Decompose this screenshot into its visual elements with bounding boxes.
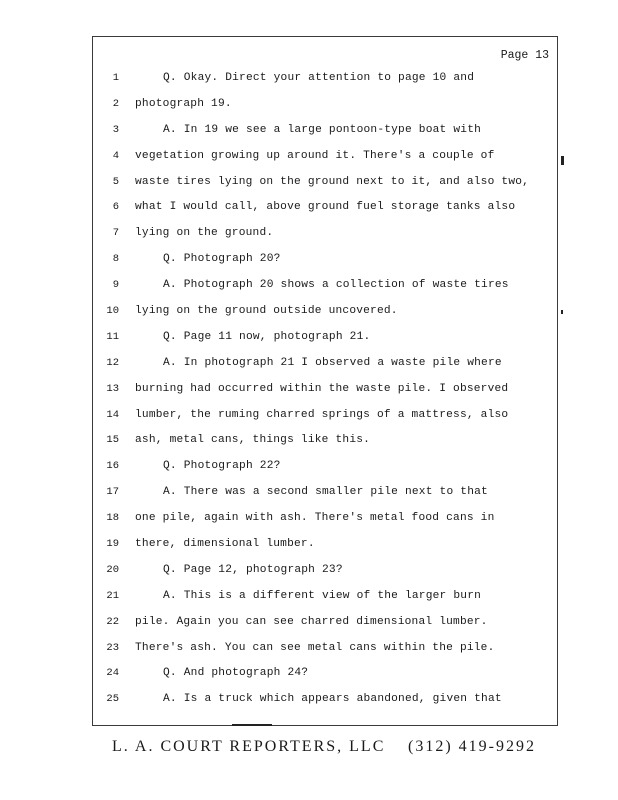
line-number: 1 bbox=[112, 72, 119, 84]
transcript-line bbox=[93, 299, 557, 325]
line-text: Q. Photograph 20? bbox=[163, 253, 281, 266]
line-number: 7 bbox=[112, 227, 119, 240]
line-number: 5 bbox=[112, 175, 119, 188]
line-text: vegetation growing up around it. There's a couple of bbox=[135, 149, 495, 162]
transcript-line bbox=[93, 428, 557, 454]
line-text: lying on the ground outside uncovered. bbox=[135, 305, 398, 318]
line-text: ash, metal cans, things like this. bbox=[135, 434, 371, 447]
line-number: 23 bbox=[106, 641, 119, 654]
transcript-line bbox=[93, 92, 557, 118]
line-text: There's ash. You can see metal cans within the pile. bbox=[135, 641, 495, 654]
line-text: A. Is a truck which appears abandoned, given that bbox=[163, 693, 502, 706]
line-number: 20 bbox=[106, 563, 119, 576]
line-text: waste tires lying on the ground next to it, and also two, bbox=[135, 175, 530, 188]
line-number: 8 bbox=[112, 253, 119, 266]
line-text: lumber, the ruming charred springs of a mattress, also bbox=[135, 408, 509, 421]
transcript-line bbox=[93, 273, 557, 299]
transcript-page bbox=[92, 36, 558, 726]
transcript-line bbox=[93, 195, 557, 221]
line-number: 24 bbox=[106, 667, 119, 680]
transcript-line bbox=[93, 610, 557, 636]
transcript-line bbox=[93, 480, 557, 506]
scan-mark bbox=[561, 156, 564, 165]
line-text: A. Photograph 20 shows a collection of waste tires bbox=[163, 279, 509, 292]
line-text: pile. Again you can see charred dimensional lumber. bbox=[135, 615, 488, 628]
transcript-line bbox=[93, 221, 557, 247]
line-number: 10 bbox=[106, 305, 119, 318]
transcript-line bbox=[93, 636, 557, 662]
line-text: Q. And photograph 24? bbox=[163, 667, 309, 680]
line-text: A. There was a second smaller pile next to that bbox=[163, 486, 488, 499]
line-text: A. In 19 we see a large pontoon-type boat with bbox=[163, 123, 482, 136]
line-number: 13 bbox=[106, 382, 119, 395]
line-number: 19 bbox=[106, 538, 119, 551]
transcript-line bbox=[93, 687, 557, 713]
transcript-line bbox=[93, 247, 557, 273]
reporter-footer bbox=[112, 738, 552, 756]
line-text: burning had occurred within the waste pile. I observed bbox=[135, 382, 509, 395]
line-number: 6 bbox=[112, 201, 119, 214]
transcript-line bbox=[93, 144, 557, 170]
line-text: A. This is a different view of the larger burn bbox=[163, 589, 482, 602]
line-number: 15 bbox=[106, 434, 119, 447]
line-number: 17 bbox=[106, 486, 119, 499]
transcript-line bbox=[93, 558, 557, 584]
line-text: lying on the ground. bbox=[135, 227, 274, 240]
transcript-line bbox=[93, 325, 557, 351]
line-number: 22 bbox=[106, 615, 119, 628]
scan-mark bbox=[561, 310, 563, 314]
line-text: what I would call, above ground fuel storage tanks also bbox=[135, 201, 516, 214]
transcript-line bbox=[93, 170, 557, 196]
transcript-line bbox=[93, 66, 557, 92]
line-text: Q. Page 12, photograph 23? bbox=[163, 563, 343, 576]
line-text: one pile, again with ash. There's metal food cans in bbox=[135, 512, 495, 525]
line-text: Q. Page 11 now, photograph 21. bbox=[163, 330, 371, 343]
transcript-lines bbox=[93, 66, 557, 713]
line-number: 16 bbox=[106, 460, 119, 473]
line-text: Q. Photograph 22? bbox=[163, 460, 281, 473]
reporter-company: L. A. COURT REPORTERS, LLC bbox=[112, 738, 386, 755]
line-number: 21 bbox=[106, 589, 119, 602]
line-number: 4 bbox=[112, 149, 119, 162]
transcript-line bbox=[93, 661, 557, 687]
line-text: photograph 19. bbox=[135, 97, 232, 110]
line-number: 11 bbox=[106, 330, 119, 343]
transcript-line bbox=[93, 454, 557, 480]
transcript-line bbox=[93, 506, 557, 532]
line-text: A. In photograph 21 I observed a waste pile where bbox=[163, 356, 502, 369]
line-text: there, dimensional lumber. bbox=[135, 538, 315, 551]
line-number: 14 bbox=[106, 408, 119, 421]
transcript-line bbox=[93, 584, 557, 610]
line-number: 18 bbox=[106, 512, 119, 525]
scan-mark bbox=[232, 724, 272, 726]
line-number: 25 bbox=[106, 693, 119, 706]
line-number: 12 bbox=[106, 356, 119, 369]
transcript-line bbox=[93, 118, 557, 144]
transcript-line bbox=[93, 351, 557, 377]
transcript-line bbox=[93, 532, 557, 558]
line-number: 2 bbox=[112, 97, 119, 110]
line-number: 9 bbox=[112, 279, 119, 292]
transcript-line bbox=[93, 377, 557, 403]
page-number: Page 13 bbox=[500, 49, 549, 62]
line-text: Q. Okay. Direct your attention to page 10 and bbox=[163, 72, 475, 84]
line-number: 3 bbox=[112, 123, 119, 136]
transcript-line bbox=[93, 403, 557, 429]
reporter-phone: (312) 419-9292 bbox=[408, 738, 536, 755]
